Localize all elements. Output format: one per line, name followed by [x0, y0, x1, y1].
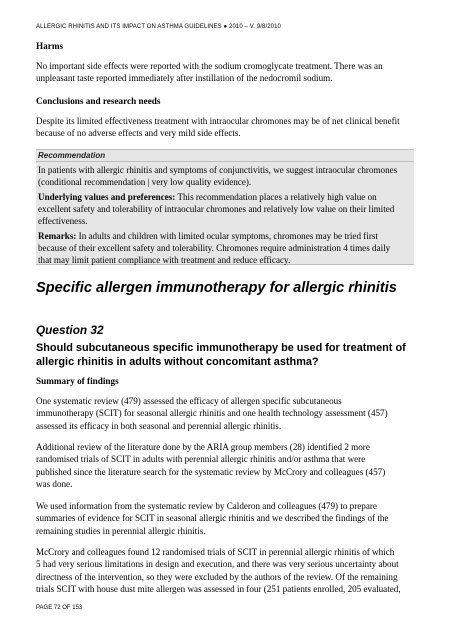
question-title: Question 32 [36, 323, 104, 337]
text-line [38, 230, 412, 242]
recommendation-divider [36, 161, 414, 162]
harms-heading: Harms [36, 41, 64, 51]
text-line: 5 had very serious limitations in design and execution, and there was very serious uncertainty about [36, 559, 399, 570]
values-text: This recommendation places a relatively high value on [175, 192, 377, 202]
text-line: trials SCIT with house dust mite allergen was assessed in four (251 patients enrolled, 205 evaluated, [36, 583, 401, 594]
text-line: randomised trials of SCIT in adults with perennial allergic rhinitis and/or asthma that were [36, 454, 366, 465]
text-line: unpleasant taste reported immediately after instillation of the nedocromil sodium. [36, 73, 333, 84]
text-line: assessed its efficacy in both seasonal and perennial allergic rhinitis. [36, 420, 282, 431]
recommendation-main [38, 164, 412, 188]
text-line [38, 191, 412, 203]
text-line: Additional review of the literature done by the ARIA group members (28) identified 2 more [36, 442, 370, 452]
text-line: allergic rhinitis in adults without concomitant asthma? [36, 356, 319, 368]
values-label: Underlying values and preferences: [38, 192, 176, 202]
question-text [36, 341, 416, 369]
harms-paragraph [36, 60, 414, 85]
text-line: (conditional recommendation | very low quality evidence). [38, 177, 252, 188]
text-line: effectiveness. [38, 216, 88, 227]
summary-paragraph-3 [36, 500, 414, 537]
conclusions-heading: Conclusions and research needs [36, 96, 161, 106]
text-line: remaining studies in perennial allergic rhinitis. [36, 525, 206, 536]
section-title: Specific allergen immunotherapy for allergic rhinitis [36, 280, 397, 296]
text-line: was done. [36, 478, 73, 489]
text-line: that may limit patient compliance with treatment and reduce efficacy. [38, 255, 291, 266]
recommendation-remarks [38, 230, 412, 267]
text-line: Should subcutaneous specific immunotherapy be used for treatment of [36, 342, 406, 354]
text-line: immunotherapy (SCIT) for seasonal allergic rhinitis and one health technology assessment (457) [36, 408, 388, 419]
text-line: because of no adverse effects and very mild side effects. [36, 128, 241, 139]
summary-heading: Summary of findings [36, 376, 119, 386]
conclusions-paragraph [36, 115, 414, 140]
text-line: Despite its limited effectiveness treatment with intraocular chromones may be of net clinical benefit [36, 116, 400, 126]
recommendation-title: Recommendation [38, 151, 106, 160]
text-line: McCrory and colleagues found 12 randomised trials of SCIT in perennial allergic rhinitis of which [36, 547, 395, 557]
text-line: excellent safety and tolerability of intraocular chromones and relatively low value on their limited [38, 204, 395, 215]
text-line: One systematic review (479) assessed the efficacy of allergen specific subcutaneous [36, 396, 342, 406]
text-line: summaries of evidence for SCIT in seasonal allergic rhinitis and we described the findings of the [36, 513, 389, 524]
summary-paragraph-4 [36, 546, 414, 595]
text-line: No important side effects were reported with the sodium cromoglycate treatment. There was an [36, 61, 383, 71]
running-header: ALLERGIC RHINITIS AND ITS IMPACT ON ASTHMA GUIDELINES ● 2010 – V. 9/8/2010 [36, 24, 281, 30]
text-line: We used information from the systematic review by Calderon and colleagues (479) to prepare [36, 501, 377, 511]
remarks-text: In adults and children with limited ocular symptoms, chromones may be tried first [76, 231, 378, 241]
summary-paragraph-2 [36, 441, 414, 490]
page-number: PAGE 72 OF 153 [36, 605, 83, 611]
text-line: directness of the intervention, so they were excluded by the authors of the review. Of the remaining [36, 571, 398, 582]
text-line: published since the literature search for the systematic review by McCrory and colleagues (457) [36, 466, 386, 477]
recommendation-values [38, 191, 412, 228]
remarks-label: Remarks: [38, 231, 77, 241]
text-line: because of their excellent safety and tolerability. Chromones require administration 4 times daily [38, 243, 391, 254]
summary-paragraph-1 [36, 395, 414, 432]
text-line: In patients with allergic rhinitis and symptoms of conjunctivitis, we suggest intraocular chromones [38, 165, 398, 175]
